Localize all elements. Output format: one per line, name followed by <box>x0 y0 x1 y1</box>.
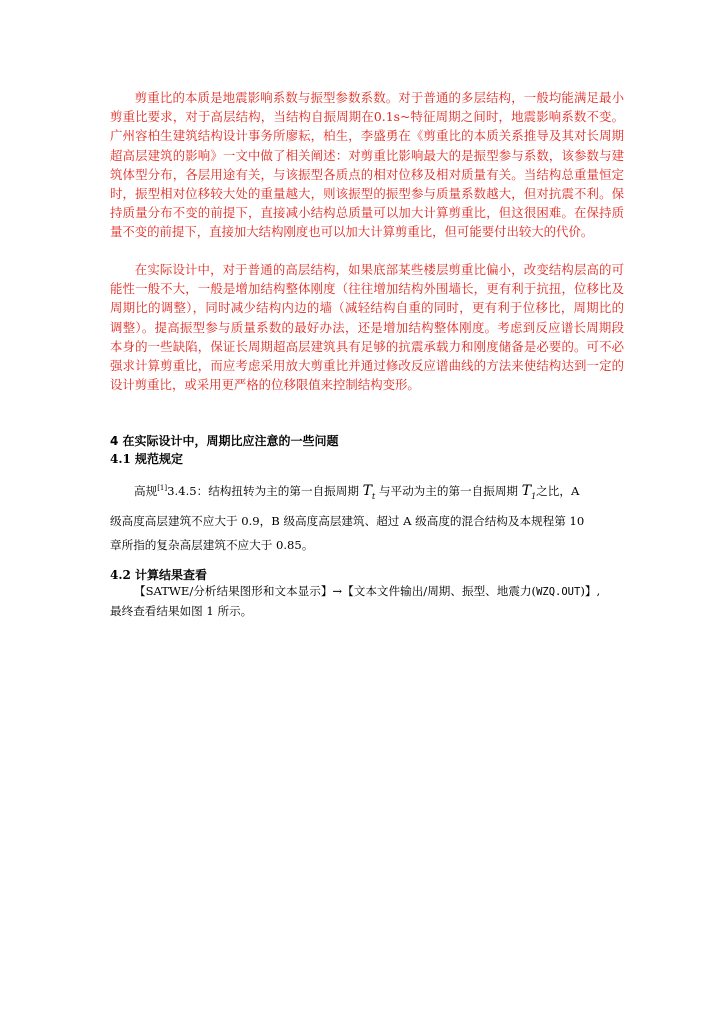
code-rule-suffix: 之比，A <box>536 483 580 498</box>
symbol-t1 <box>522 483 536 499</box>
citation-ref: [1] <box>157 484 168 492</box>
code-rule-line-3: 章所指的复杂高层建筑不应大于 0.85。 <box>110 537 314 552</box>
paragraph-practical-design-text: 在实际设计中，对于普通的高层结构，如果底部某些楼层剪重比偏小，改变结构层高的可能性一般不大，一般是增加结构整体刚度（往往增加结构外围墙长，更有利于抗扭，位移比及周期比的调整），同时减少结构内边的墙（减轻结构自重的同时，更有利于位移比，周期比的调整）。提高振型参与质量系数的最好办法，还是增加结构整体刚度。考虑到反应谱长周期段本身的一些缺陷，保证长周期超高层建筑具有足够的抗震承载力和刚度储备是必要的。可不必强求计算剪重比，而应考虑采用放大剪重比并通过修改反应谱曲线的方法来使结构达到一定的设计剪重比，或采用更严格的位移限值来控制结构变形。 <box>110 262 624 393</box>
result-path-line <box>110 582 624 602</box>
code-rule-mid: 与平动为主的第一自振周期 <box>378 483 519 498</box>
section-4-heading: 4 在实际设计中，周期比应注意的一些问题 <box>110 434 339 448</box>
section-4-1-heading: 4.1 规范规定 <box>110 452 184 466</box>
code-rule-line-2: 级高度高层建筑不应大于 0.9，B 级高度高层建筑、超过 A 级高度的混合结构及本规程第 10 <box>110 513 585 528</box>
result-figure-line: 最终查看结果如图 1 所示。 <box>110 604 253 618</box>
symbol-tt-base: T <box>362 482 372 499</box>
code-rule-prefix: 高规 <box>134 483 158 498</box>
code-rule-paragraph <box>110 476 624 557</box>
paragraph-practical-design <box>110 260 624 394</box>
code-rule-clause: 3.4.5：结构扭转为主的第一自振周期 <box>167 483 359 498</box>
symbol-t1-base: T <box>521 482 532 499</box>
result-path-end: )】, <box>580 584 601 598</box>
symbol-t1-subscript: 1 <box>531 491 537 501</box>
paragraph-shear-ratio: 剪重比的本质是地震影响系数与振型参数系数。对于普通的多层结构，一般均能满足最小剪重比要求，对于高层结构，当结构自振周期在0.1s~特征周期之间时，地震影响系数不变。广州容柏生建筑结构设计事务所廖耘，柏生，李盛勇在《剪重比的本质关系推导及其对长周期超高层建筑的影响》一文中做了相关阐述：对剪重比影响最大的是振型参与系数，该参数与建筑体型分布，各层用途有关，与该振型各质点的相对位移及相对质量有关。当结构总重量恒定时，振型相对位移较大处的重量越大，则该振型的振型参与质量系数越大，但对抗震不利。保持质量分布不变的前提下，直接减小结构总质量可以加大计算剪重比，但这很困难。在保持质量不变的前提下，直接加大结构刚度也可以加大计算剪重比，但可能要付出较大的代价。 <box>110 90 624 240</box>
result-path-text: 【SATWE/分析结果图形和文本显示】→【文本文件输出/周期、振型、地震力( <box>134 584 537 598</box>
output-file-name: WZQ.OUT <box>536 586 581 598</box>
code-rule-line-1 <box>110 476 624 509</box>
result-view-paragraph <box>110 582 624 621</box>
section-4-2-heading: 4.2 计算结果查看 <box>110 568 208 582</box>
symbol-tt <box>363 483 376 499</box>
symbol-tt-subscript: t <box>371 491 376 501</box>
